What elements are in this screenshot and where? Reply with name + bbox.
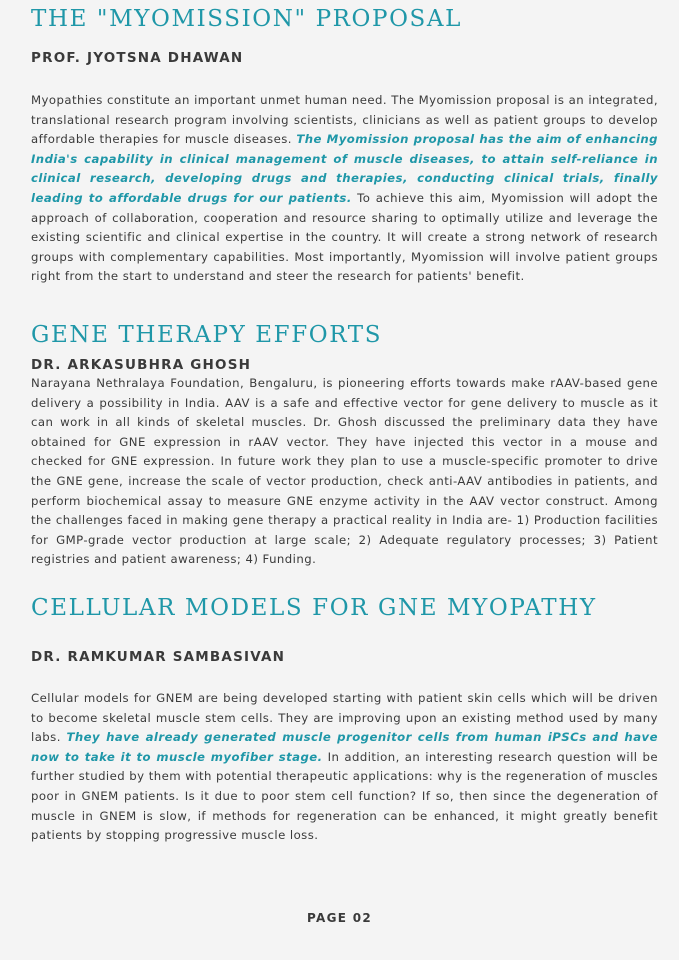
paragraph-text: Cellular models for GNEM are being developed starting with patient skin cells which will be driven to become skeletal muscle stem cells. They are improving upon an existing method used by many labs. (31, 691, 658, 745)
highlighted-text: The Myomission proposal has the aim of enhancing India's capability in clinical management of muscle diseases, to attain self-reliance in clinical research, developing drugs and therapies, conducting clinical trials, finally leading to affordable drugs for our patients. (31, 132, 658, 205)
section-title-gene-therapy: GENE THERAPY EFFORTS (31, 322, 383, 348)
paragraph-text: To achieve this aim, Myomission will adopt the approach of collaboration, cooperation and resource sharing to optimally utilize and leverage the existing scientific and clinical expertise in the country. It will create a strong network of research groups with complementary capabilities. Most importantly, Myomission will involve patient groups right from the start to understand and steer the research for patients' benefit. (31, 190, 658, 284)
paragraph-gene-therapy: Narayana Nethralaya Foundation, Bengaluru, is pioneering efforts towards make rAAV-based gene delivery a possibility in India. AAV is a safe and effective vector for gene delivery to muscle as it can work in all kinds of skeletal muscles. Dr. Ghosh discussed the preliminary data they have obtained for GNE expression in rAAV vector. They have injected this vector in a mouse and checked for GNE expression. In future work they plan to use a muscle-specific promoter to drive the GNE gene, increase the scale of vector production, check anti-AAV antibodies in patients, and perform biochemical assay to measure GNE enzyme activity in the AAV vector construct. Among the challenges faced in making gene therapy a practical reality in India are- 1) Production facilities for GMP-grade vector production at large scale; 2) Adequate regulatory processes; 3) Patient registries and patient awareness; 4) Funding. (31, 376, 658, 567)
paragraph-myomission (31, 91, 658, 287)
paragraph-cellular-models (31, 689, 658, 846)
author-arkasubhra-ghosh: DR. ARKASUBHRA GHOSH (31, 357, 252, 373)
paragraph-text: Myopathies constitute an important unmet human need. The Myomission proposal is an integrated, translational research program involving scientists, clinicians as well as patient groups to develop affordable therapies for muscle diseases. (31, 93, 658, 147)
author-ramkumar-sambasivan: DR. RAMKUMAR SAMBASIVAN (31, 649, 286, 665)
section-title-myomission: THE "MYOMISSION" PROPOSAL (31, 6, 462, 32)
page-number: PAGE 02 (306, 911, 372, 925)
highlighted-text: They have already generated muscle progenitor cells from human iPSCs and have now to take it to muscle myofiber stage. (31, 730, 658, 764)
paragraph-text: In addition, an interesting research question will be further studied by them with potential therapeutic applications: why is the regeneration of muscles poor in GNEM patients. Is it due to poor stem cell function? If so, then since the degeneration of muscle in GNEM is slow, if methods for regeneration can be enhanced, it might greatly benefit patients by stopping progressive muscle loss. (31, 749, 658, 843)
author-jyotsna-dhawan: PROF. JYOTSNA DHAWAN (31, 50, 244, 66)
section-title-cellular-models: CELLULAR MODELS FOR GNE MYOPATHY (31, 595, 597, 621)
